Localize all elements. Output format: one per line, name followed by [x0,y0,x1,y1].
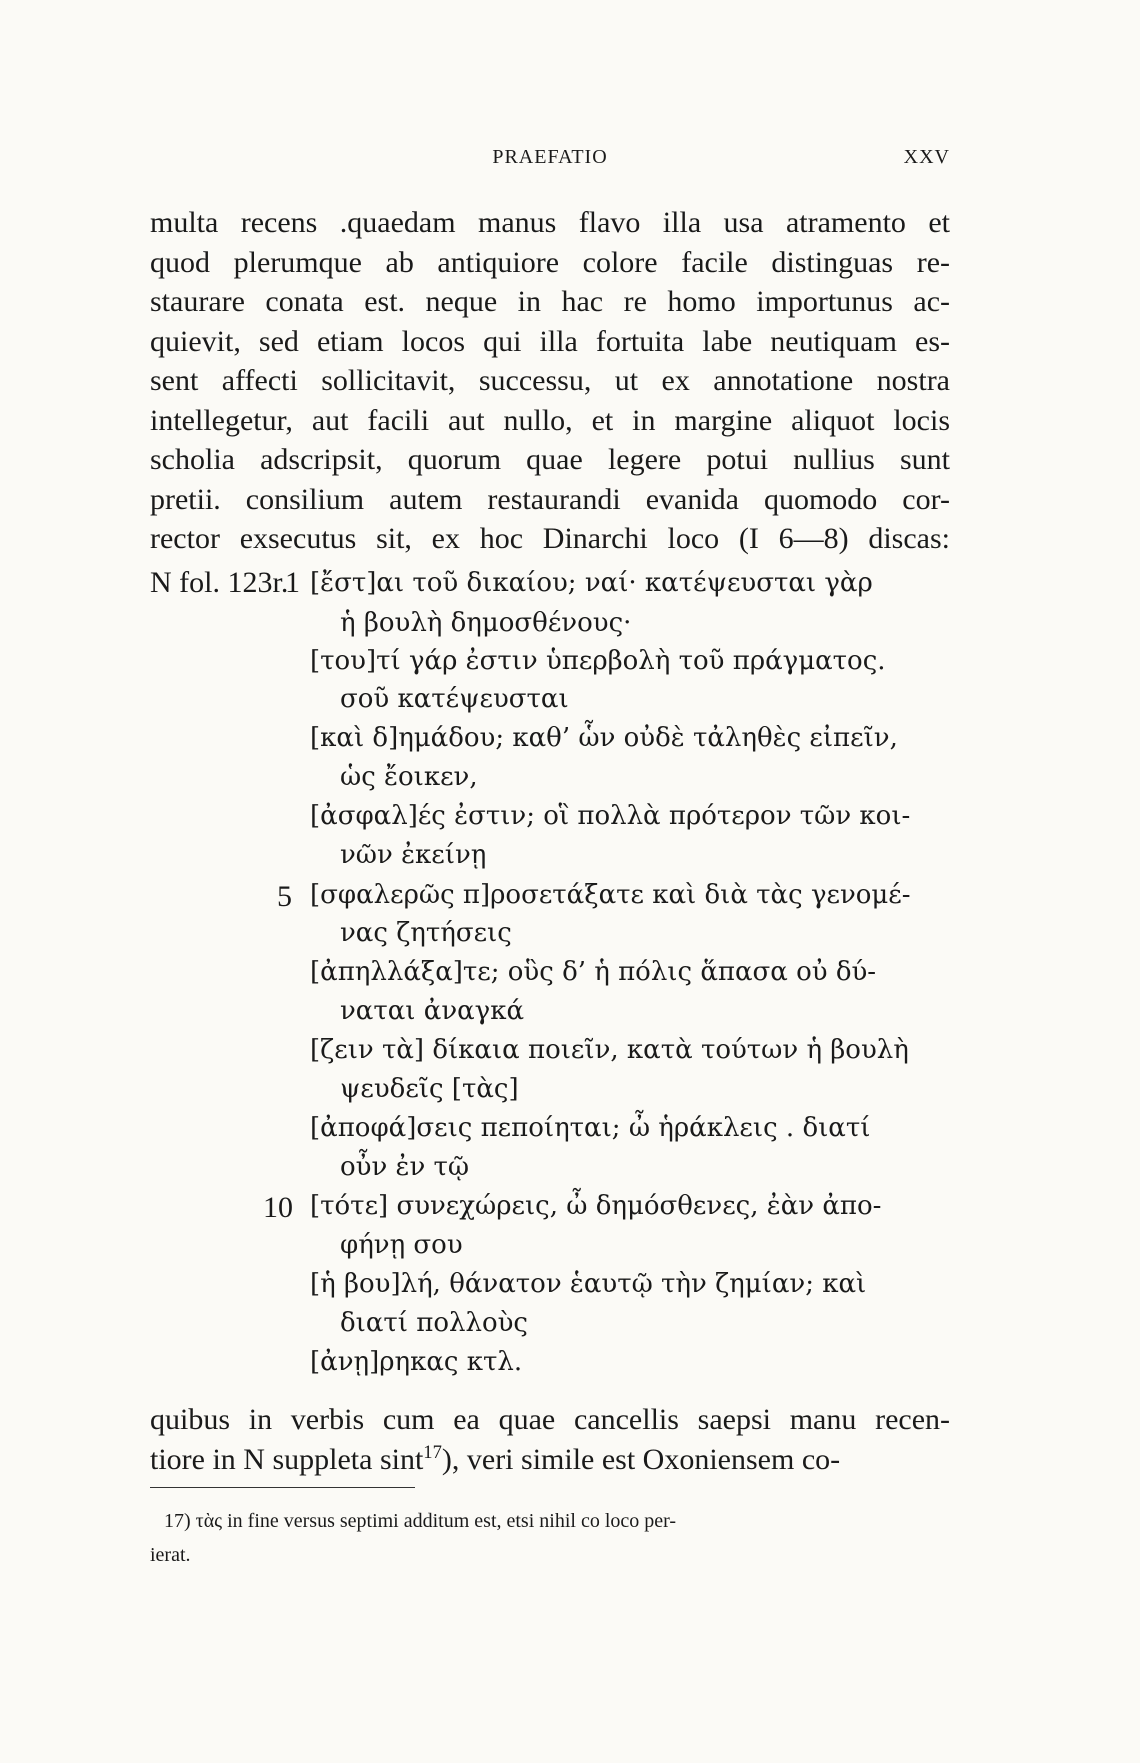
text-segment: tiore in N suppleta sint [150,1442,424,1476]
greek-line: [ἀποφά]σεις πεποίηται; ὦ ἡράκλεις . διατί [310,1113,871,1143]
greek-line: [τότε] συνεχώρεις, ὦ δημόσθενες, ἐὰν ἀπο- [310,1191,882,1221]
page-number: XXV [903,146,950,168]
footnote-rule [150,1487,415,1488]
text-line: rector exsecutus sit, ex hoc Dinarchi loco (I 6—8) discas: [150,522,950,555]
greek-line: διατί πολλοὺς [340,1308,528,1338]
greek-line: [του]τί γάρ ἐστιν ὑπερβολὴ τοῦ πράγματος. [310,646,886,676]
running-title: PRAEFATIO [492,146,608,168]
footnote [150,1504,964,1572]
greek-line: [ἀπηλλάξα]τε; οὓς δ’ ἡ πόλις ἅπασα οὐ δύ- [310,957,877,987]
line-number: 5 [277,880,292,913]
intro-paragraph [150,203,950,559]
greek-line: [ἀνῃ]ρηκας κτλ. [310,1347,523,1377]
footnote-line: 17) τὰς in fine versus septimi additum est, etsi nihil co loco per- [164,1510,677,1532]
greek-line: σοῦ κατέψευσται [340,684,569,714]
greek-line: [ἔστ]αι τοῦ δικαίου; ναί· κατέψευσται γὰρ [310,568,873,598]
greek-line: ναται ἀναγκά [340,996,525,1026]
greek-line: [ἀσφαλ]ές ἐστιν; οἳ πολλὰ πρότερον τῶν κοι- [310,801,911,831]
greek-line: οὖν ἐν τῷ [340,1152,470,1182]
text-line: quievit, sed etiam locos qui illa fortuita labe neutiquam es- [150,324,950,358]
greek-line: [ζειν τὰ] δίκαια ποιεῖν, κατὰ τούτων ἡ βουλὴ [310,1035,909,1065]
text-line: multa recens .quaedam manus flavo illa usa atramento et [150,206,950,239]
greek-line: ὡς ἔοικεν, [340,762,478,792]
text-line: scholia adscripsit, quorum quae legere potui nullius sunt [150,443,950,476]
manuscript-label: N fol. 123r. [150,566,289,599]
greek-line: [καὶ δ]ημάδου; καθ’ ὧν οὐδὲ τἀληθὲς εἰπεῖν, [310,723,898,753]
text-line [150,1440,950,1480]
line-number: 10 [263,1191,293,1224]
text-line: intellegetur, aut facili aut nullo, et in margine aliquot locis [150,403,950,437]
greek-line: ψευδεῖς [τὰς] [340,1074,519,1104]
text-line: pretii. consilium autem restaurandi evanida quomodo cor- [150,482,950,516]
greek-line: [ἡ βου]λή, θάνατον ἑαυτῷ τὴν ζημίαν; καὶ [310,1269,867,1299]
text-line: quod plerumque ab antiquiore colore facile distinguas re- [150,245,950,279]
footnote-line: ierat. [150,1544,191,1566]
footnote-reference: 17 [423,1441,442,1463]
text-line: quibus in verbis cum ea quae cancellis saepsi manu recen- [150,1403,950,1436]
line-number: 1 [285,566,300,599]
text-segment: ), veri simile est Oxoniensem co- [441,1442,841,1476]
greek-line: νας ζητήσεις [340,918,512,948]
greek-line: φήνῃ σου [340,1230,463,1260]
greek-line: [σφαλερῶς π]ροσετάξατε καὶ διὰ τὰς γενομέ- [310,880,911,910]
greek-line: νῶν ἐκείνῃ [340,840,487,870]
text-line: staurare conata est. neque in hac re homo importunus ac- [150,285,950,318]
closing-paragraph [150,1400,950,1479]
running-header [150,146,950,176]
text-line: sent affecti sollicitavit, successu, ut ex annotatione nostra [150,364,950,397]
greek-line: ἡ βουλὴ δημοσθένους· [340,608,632,638]
